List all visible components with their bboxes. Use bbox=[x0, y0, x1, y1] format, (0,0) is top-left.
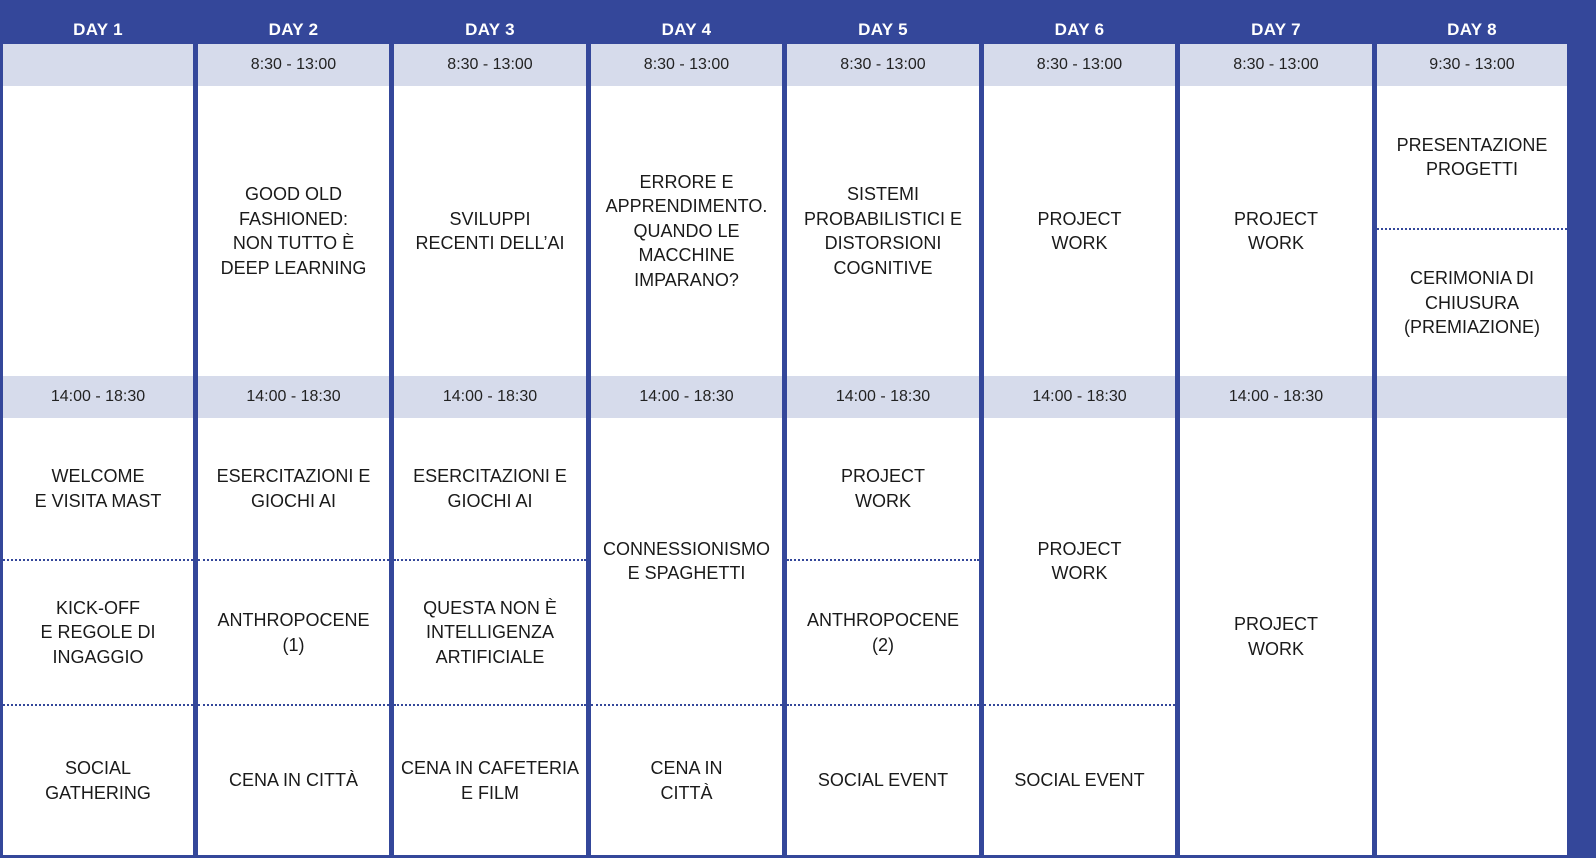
day-header: DAY 1 bbox=[3, 0, 193, 44]
session-project-work: PROJECT WORK bbox=[840, 466, 925, 511]
day-column-4 bbox=[591, 0, 782, 855]
session-questa-non: QUESTA NON È INTELLIGENZA ARTIFICIALE bbox=[423, 597, 557, 667]
session-project-work: PROJECT WORK bbox=[1233, 614, 1318, 659]
session-connessionismo: CONNESSIONISMO E SPAGHETTI bbox=[602, 538, 771, 583]
session-morning: PROJECT WORK bbox=[1037, 208, 1122, 253]
morning-time: 8:30 - 13:00 bbox=[984, 44, 1175, 86]
morning-time bbox=[3, 44, 193, 86]
morning-time: 8:30 - 13:00 bbox=[591, 44, 782, 86]
session-morning: ERRORE E APPRENDIMENTO. QUANDO LE MACCHINE IMPARANO? bbox=[605, 171, 768, 290]
afternoon-time: 14:00 - 18:30 bbox=[591, 376, 782, 418]
session-esercitazioni: ESERCITAZIONI E GIOCHI AI bbox=[216, 466, 371, 511]
morning-time: 9:30 - 13:00 bbox=[1377, 44, 1567, 86]
session-morning: GOOD OLD FASHIONED: NON TUTTO È DEEP LEARNING bbox=[220, 184, 367, 278]
session-cerimonia: CERIMONIA DI CHIUSURA (PREMIAZIONE) bbox=[1403, 268, 1540, 338]
day-header: DAY 4 bbox=[591, 0, 782, 44]
session-morning: SVILUPPI RECENTI DELL’AI bbox=[415, 208, 565, 253]
session-cena: CENA IN CITTÀ bbox=[650, 758, 723, 803]
day-column-6 bbox=[984, 0, 1175, 855]
session-social-gathering: SOCIAL GATHERING bbox=[45, 758, 151, 803]
afternoon-time: 14:00 - 18:30 bbox=[198, 376, 389, 418]
afternoon-time: 14:00 - 18:30 bbox=[1180, 376, 1372, 418]
day-header: DAY 7 bbox=[1180, 0, 1372, 44]
session-social-event: SOCIAL EVENT bbox=[1014, 770, 1145, 791]
session-project-work: PROJECT WORK bbox=[1037, 538, 1122, 583]
afternoon-time: 14:00 - 18:30 bbox=[394, 376, 586, 418]
day-column-5 bbox=[787, 0, 979, 855]
day-column-3 bbox=[394, 0, 586, 855]
afternoon-time bbox=[1377, 376, 1567, 418]
day-column-7 bbox=[1180, 0, 1372, 855]
day-header: DAY 8 bbox=[1377, 0, 1567, 44]
day-column-8 bbox=[1377, 0, 1567, 855]
day-column-2 bbox=[198, 0, 389, 855]
session-presentazione: PRESENTAZIONE PROGETTI bbox=[1396, 134, 1548, 179]
session-anthropocene-1: ANTHROPOCENE (1) bbox=[217, 610, 370, 655]
afternoon-time: 14:00 - 18:30 bbox=[3, 376, 193, 418]
day-header: DAY 6 bbox=[984, 0, 1175, 44]
session-cena-cafeteria: CENA IN CAFETERIA E FILM bbox=[400, 758, 580, 803]
session-morning: PROJECT WORK bbox=[1233, 208, 1318, 253]
session-cena: CENA IN CITTÀ bbox=[228, 770, 358, 791]
afternoon-time: 14:00 - 18:30 bbox=[984, 376, 1175, 418]
afternoon-time: 14:00 - 18:30 bbox=[787, 376, 979, 418]
session-social-event: SOCIAL EVENT bbox=[817, 770, 949, 791]
day-header: DAY 2 bbox=[198, 0, 389, 44]
morning-time: 8:30 - 13:00 bbox=[198, 44, 389, 86]
morning-time: 8:30 - 13:00 bbox=[394, 44, 586, 86]
day-column-1 bbox=[3, 0, 193, 855]
session-esercitazioni: ESERCITAZIONI E GIOCHI AI bbox=[413, 466, 567, 511]
session-kickoff: KICK-OFF E REGOLE DI INGAGGIO bbox=[40, 597, 156, 667]
day-header: DAY 5 bbox=[787, 0, 979, 44]
morning-time: 8:30 - 13:00 bbox=[1180, 44, 1372, 86]
morning-time: 8:30 - 13:00 bbox=[787, 44, 979, 86]
session-morning: SISTEMI PROBABILISTICI E DISTORSIONI COGNITIVE bbox=[803, 184, 963, 278]
session-anthropocene-2: ANTHROPOCENE (2) bbox=[806, 610, 959, 655]
day-header: DAY 3 bbox=[394, 0, 586, 44]
session-welcome: WELCOME E VISITA MAST bbox=[34, 466, 162, 511]
